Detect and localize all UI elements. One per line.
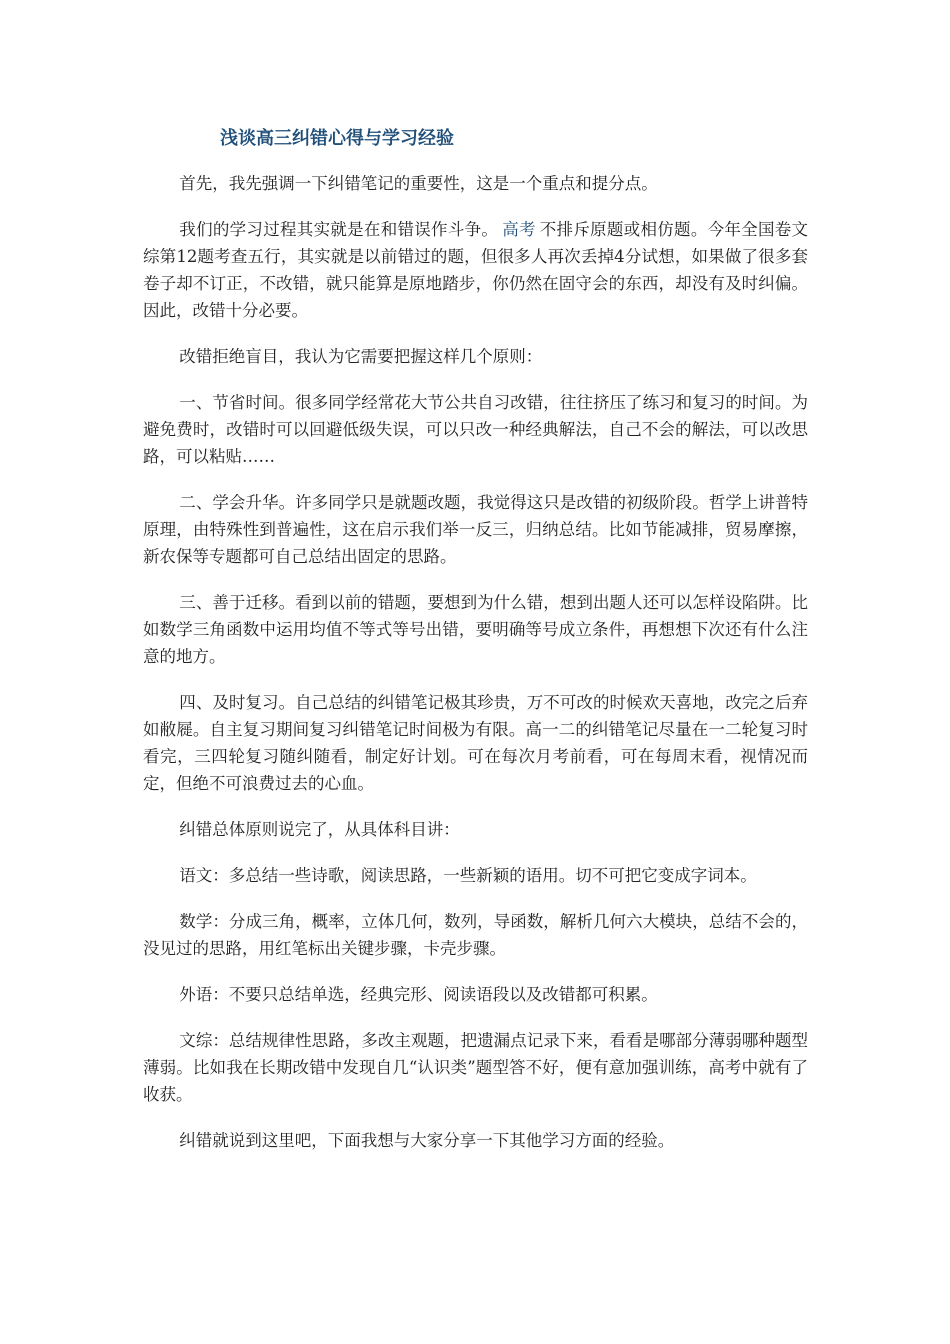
document-title: 浅谈高三纠错心得与学习经验 bbox=[220, 128, 454, 149]
paragraph-subjects-intro: 纠错总体原则说完了，从具体科目讲： bbox=[179, 820, 460, 839]
paragraph-principles-intro: 改错拒绝盲目，我认为它需要把握这样几个原则： bbox=[179, 347, 543, 366]
paragraph-conclusion: 纠错就说到这里吧，下面我想与大家分享一下其他学习方面的经验。 bbox=[179, 1131, 675, 1150]
gaokao-link[interactable]: 高考 bbox=[502, 220, 536, 239]
paragraph-principle-4: 四、及时复习。自己总结的纠错笔记极其珍贵，万不可改的时候欢天喜地，改完之后弃如敝屣。自主复习期间复习纠错笔记时间极为有限。高一二的纠错笔记尽量在一二轮复习时看完，三四轮复习随纠随看，制定好计划。可在每次月考前看，可在每周末看，视情况而定，但绝不可浪费过去的心血。 bbox=[143, 693, 808, 793]
paragraph-liberal-arts: 文综：总结规律性思路，多改主观题，把遗漏点记录下来，看看是哪部分薄弱哪种题型薄弱。比如我在长期改错中发现自几“认识类”题型答不好，便有意加强训练，高考中就有了收获。 bbox=[143, 1031, 808, 1104]
paragraph-text: 我们的学习过程其实就是在和错误作斗争。 bbox=[179, 220, 499, 239]
paragraph-foreign-language: 外语：不要只总结单选，经典完形、阅读语段以及改错都可积累。 bbox=[179, 985, 658, 1004]
paragraph-principle-2: 二、学会升华。许多同学只是就题改题，我觉得这只是改错的初级阶段。哲学上讲普特原理，由特殊性到普遍性，这在启示我们举一反三，归纳总结。比如节能减排，贸易摩擦，新农保等专题都可自己总结出固定的思路。 bbox=[143, 493, 808, 566]
paragraph-intro: 首先，我先强调一下纠错笔记的重要性，这是一个重点和提分点。 bbox=[179, 174, 658, 193]
paragraph-chinese: 语文：多总结一些诗歌，阅读思路，一些新颖的语用。切不可把它变成字词本。 bbox=[179, 866, 757, 885]
paragraph-math: 数学：分成三角，概率，立体几何，数列，导函数，解析几何六大模块，总结不会的，没见过的思路，用红笔标出关键步骤，卡壳步骤。 bbox=[143, 912, 808, 958]
paragraph-errors-struggle bbox=[143, 216, 808, 324]
document-body bbox=[143, 170, 808, 1173]
paragraph-principle-1: 一、节省时间。很多同学经常花大节公共自习改错，往往挤压了练习和复习的时间。为避免费时，改错时可以回避低级失误，可以只改一种经典解法，自己不会的解法，可以改思路，可以粘贴…… bbox=[143, 393, 808, 466]
paragraph-principle-3: 三、善于迁移。看到以前的错题，要想到为什么错，想到出题人还可以怎样设陷阱。比如数学三角函数中运用均值不等式等号出错，要明确等号成立条件，再想想下次还有什么注意的地方。 bbox=[143, 593, 808, 666]
paragraph-text: 不排斥原题或相仿题。今年全国卷文综第12题考查五行，其实就是以前错过的题，但很多人再次丢掉4分试想，如果做了很多套卷子却不订正，不改错，就只能算是原地踏步，你仍然在固守会的东西，却没有及时纠偏。因此，改错十分必要。 bbox=[143, 220, 809, 320]
